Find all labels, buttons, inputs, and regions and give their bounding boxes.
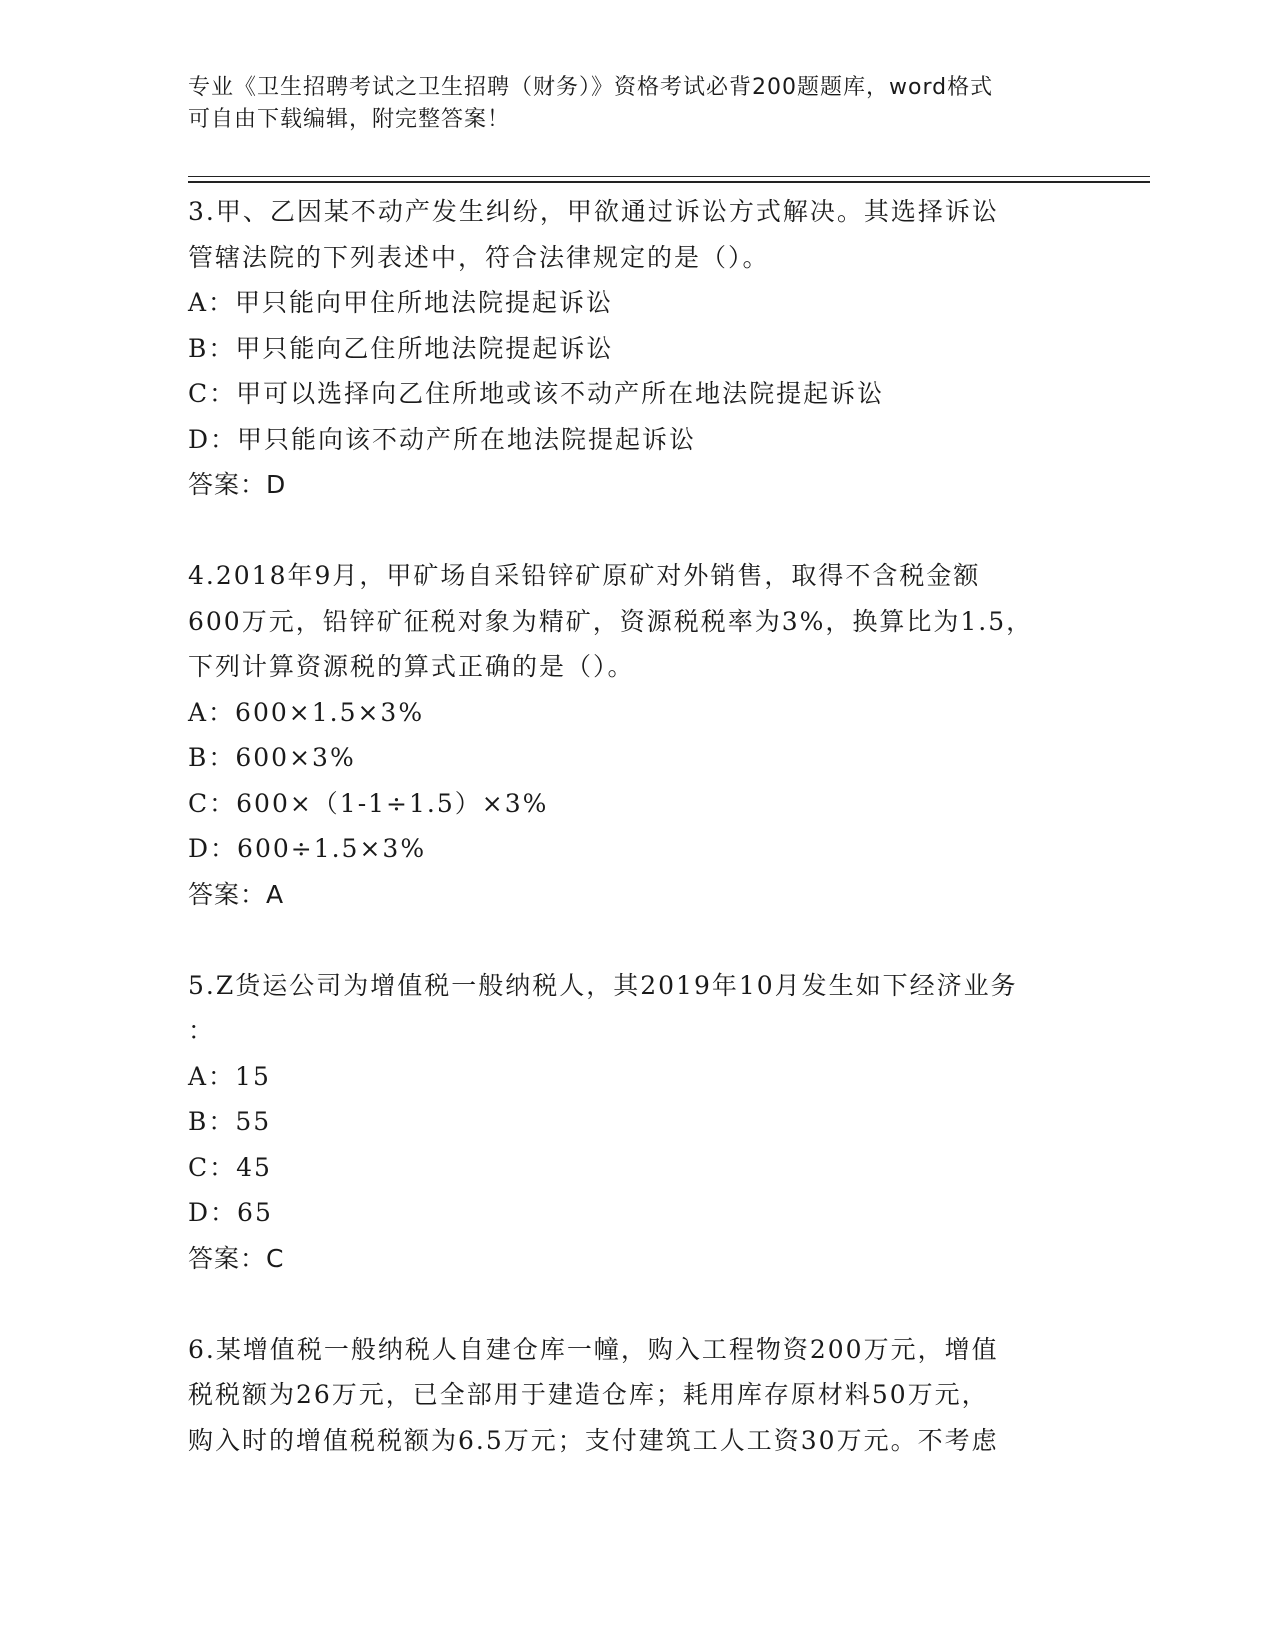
header-line-2: 可自由下载编辑，附完整答案！ (188, 107, 511, 132)
option-a: A：600×1.5×3% (188, 697, 425, 727)
answer-line: 答案：D (188, 470, 287, 499)
question-3 (188, 189, 1088, 508)
question-stem-line: 购入时的增值税税额为6.5万元；支付建筑工人工资30万元。不考虑 (188, 1425, 999, 1455)
header-divider-thin (188, 176, 1150, 177)
option-c: C：600×（1-1÷1.5）×3% (188, 788, 549, 818)
question-stem-line: 税税额为26万元，已全部用于建造仓库；耗用库存原材料50万元， (188, 1380, 989, 1409)
question-stem-line: ： (188, 1016, 216, 1045)
header-divider-thick (188, 181, 1150, 183)
option-b: B：甲只能向乙住所地法院提起诉讼 (188, 333, 614, 363)
question-spacer (188, 917, 1088, 963)
question-list (188, 189, 1088, 1463)
question-4 (188, 553, 1088, 917)
question-stem-line: 600万元，铅锌矿征税对象为精矿，资源税税率为3%，换算比为1.5， (188, 606, 1034, 636)
question-stem-line: 5.Z货运公司为增值税一般纳税人，其2019年10月发生如下经济业务 (188, 970, 1018, 1000)
question-stem-line: 3.甲、乙因某不动产发生纠纷，甲欲通过诉讼方式解决。其选择诉讼 (188, 197, 999, 226)
document-header (188, 72, 1088, 136)
question-5 (188, 963, 1088, 1282)
question-spacer (188, 508, 1088, 554)
option-d: D：65 (188, 1198, 273, 1227)
option-c: C：45 (188, 1152, 272, 1182)
option-b: B：600×3% (188, 743, 356, 772)
question-stem-line: 下列计算资源税的算式正确的是（）。 (188, 652, 635, 681)
question-6 (188, 1327, 1088, 1464)
option-c: C：甲可以选择向乙住所地或该不动产所在地法院提起诉讼 (188, 379, 885, 408)
option-a: A：15 (188, 1061, 271, 1091)
answer-line: 答案：A (188, 879, 285, 909)
question-stem-line: 6.某增值税一般纳税人自建仓库一幢，购入工程物资200万元，增值 (188, 1334, 999, 1364)
answer-line: 答案：C (188, 1243, 285, 1273)
question-stem-line: 4.2018年9月，甲矿场自采铅锌矿原矿对外销售，取得不含税金额 (188, 561, 981, 590)
option-d: D：甲只能向该不动产所在地法院提起诉讼 (188, 424, 697, 454)
question-spacer (188, 1281, 1088, 1327)
option-b: B：55 (188, 1107, 272, 1136)
question-stem-line: 管辖法院的下列表述中，符合法律规定的是（）。 (188, 242, 770, 272)
header-line-1: 专业《卫生招聘考试之卫生招聘（财务）》资格考试必背200题题库，word格式 (188, 75, 994, 100)
option-a: A：甲只能向甲住所地法院提起诉讼 (188, 288, 614, 317)
option-d: D：600÷1.5×3% (188, 834, 427, 863)
